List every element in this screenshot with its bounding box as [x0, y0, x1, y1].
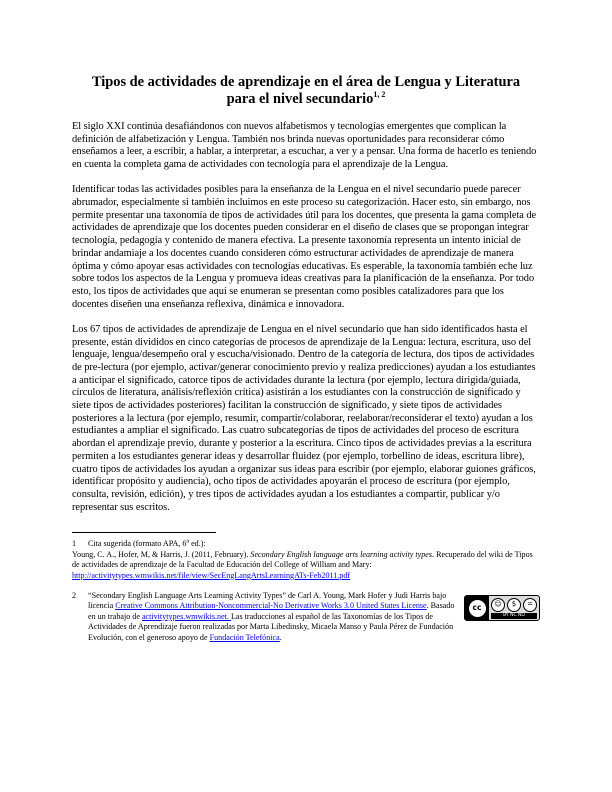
paragraph-categories: Los 67 tipos de actividades de aprendizaje de Lengua en el nivel secundario que han sido identificados hasta el presente, están divididos en cinco categorías de procesos de aprendizaje de la Lengua: lectura, escritura, uso del lenguaje, lengua/desempeño oral y escucha/visionado. Dentro de la categoría de lectura, dos tipos de actividades de pre-lectura (por ejemplo, activar/generar conocimiento previo y realiza predicciones) ayudan a los estudiantes a anticipar el significado, catorce tipos de actividades durante la lectura (por ejemplo, lectura dirigida/guiada, círculos de literatura, análisis/reflexión crítica) asistirán a los estudiantes con la construcción de significado y siete tipos de actividades posteriores) facilitan la construcción de significado, y siete tipos de actividades posteriores a la lectura (por ejemplo, resumir, compartir/colaborar, reelaborar/reconsiderar el texto) ayudan a los estudiantes a ampliar el significado. Las cuatro subcategorías de tipos de actividades del proceso de escritura abordan el aprendizaje previo, durante y posterior a la escritura. Cinco tipos de actividades previas a la escritura permiten a los estudiantes generar ideas y desarrollar fluidez (por ejemplo, torbellino de ideas, escritura libre), cuatro tipos de actividades los ayudan a organizar sus ideas para escribir (por ejemplo, elaborar guiones gráficos, identificar propósito y audiencia), ocho tipos de actividades apoyarán el proceso de escritura (por ejemplo, consulta, revisión, edición), y tres tipos de actividades ayudan a los estudiantes a compartir, publicar y/o representar sus escritos.	[72, 323, 536, 513]
cc-icon-row	[491, 598, 537, 612]
citation-source: . Recuperado del wiki de Tipos de actividades de aprendizaje de la Facultad de Educación del College of William and Mary:	[72, 549, 533, 570]
paragraph-intro: El siglo XXI continúa desafiándonos con nuevos alfabetismos y tecnologías emergentes que complican la definición de alfabetización y Lengua. También nos brinda nuevas oportunidades para reconsiderar cómo enseñamos a leer, a escribir, a hablar, a interpretar, a escuchar, a ver y a pensar. Una forma de hacerlo es teniendo en cuenta la completa gama de actividades con tecnología para el aprendizaje de la Lengua.	[72, 121, 537, 171]
license-link[interactable]: Creative Commons Attribution-Noncommercial-No Derivative Works 3.0 United States License	[115, 601, 427, 611]
footnote-1	[72, 539, 540, 581]
footnote-1-citation	[72, 550, 540, 581]
footnote-2	[72, 591, 540, 643]
footnote-2-text-2: . Basado en un trabajo de	[88, 601, 455, 621]
title-footnote-marks: 1, 2	[373, 90, 386, 100]
cc-logo-panel	[465, 596, 489, 620]
footnote-2-text-4: .	[279, 632, 282, 642]
footnote-2-text-1: “Secondary English Language Arts Learning Activity Types” de Carl A. Young, Mark Hofer y Judi Harris bajo licencia	[88, 591, 447, 611]
noderivs-icon: =	[523, 598, 537, 612]
footnote-separator	[72, 532, 216, 533]
citation-authors: Young, C. A., Hofer, M, & Harris, J. (2011, February).	[72, 549, 251, 559]
cc-license-icons	[489, 598, 539, 619]
document-title	[72, 74, 540, 108]
fundacion-telefonica-link[interactable]: Fundación Telefónica	[209, 632, 280, 642]
footnote-1-label-sup: a	[186, 538, 190, 545]
footnote-1-heading	[72, 539, 540, 549]
document-page	[72, 74, 540, 643]
citation-url-link[interactable]: http://activitytypes.wmwikis.net/file/view/SecEngLangArtsLearningATs-Feb2011.pdf	[72, 570, 351, 580]
footnote-1-label: Cita sugerida (formato APA, 6	[88, 539, 187, 549]
footnote-2-text-3: Las traducciones al español de las Taxonomías de los Tipos de Actividades de Aprendizaje fueron realizadas por Marta Libedinsky, Micaela Manso y Paula Pérez de Fundación Evolución, con el generoso apoyo de	[88, 611, 454, 642]
person-icon: ☺	[491, 598, 505, 612]
citation-work-title: Secondary English language arts learning activity types	[250, 549, 433, 559]
noncommercial-icon: $	[507, 598, 521, 612]
footnote-2-number: 2	[72, 591, 77, 601]
cc-logo-icon: cc	[469, 600, 486, 617]
creative-commons-badge[interactable]	[464, 595, 540, 621]
paragraph-taxonomy: Identificar todas las actividades posibles para la enseñanza de la Lengua en el nivel secundario puede parecer abrumador, especialmente si también incluimos en este proceso su categorización. Hacer esto, sin embargo, nos permite presentar una taxonomía de tipos de actividades útil para los docentes, que presenta la gama completa de actividades de aprendizaje que los docentes pueden considerar en el diseño de clases que se propongan integrar tecnología, pedagogía y contenido de manera efectiva. La presente taxonomía representa un intento inicial de brindar andamiaje a los docentes cuando consideren cómo estructurar actividades de aprendizaje de manera óptima y cómo apoyar esas actividades con tecnologías educativas. Es esperable, la taxonomía también eche luz sobre todos los aspectos de la Lengua y promueva ideas creativas para la planificación de la enseñanza. Por todo esto, los tipos de actividades que aquí se enumeran se presentan como posibles catalizadores para que los docentes diseñen una enseñanza reflexiva, dinámica e innovadora.	[72, 184, 537, 310]
footnote-1-label-end: ed.):	[189, 539, 206, 549]
cc-license-bar: BY NC ND	[491, 613, 537, 619]
activitytypes-site-link[interactable]: activitytypes.wmwikis.net.	[141, 611, 231, 621]
footnote-1-number: 1	[72, 539, 77, 549]
title-text: Tipos de actividades de aprendizaje en el área de Lengua y Literatura para el nivel secundario	[91, 74, 521, 107]
